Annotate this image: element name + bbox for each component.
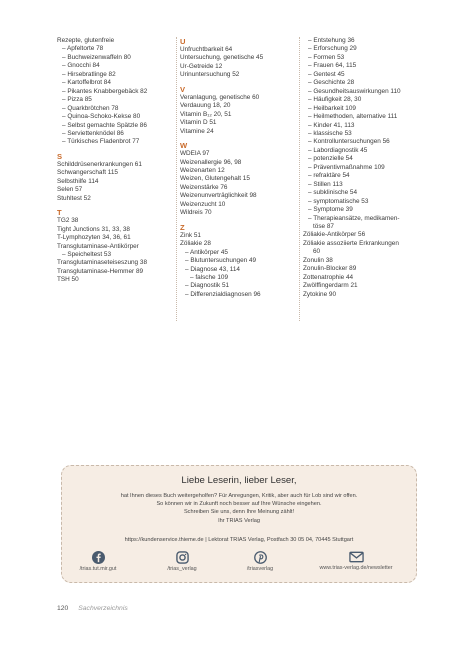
section-title: Sachverzeichnis bbox=[78, 605, 128, 612]
index-entry: Tight Junctions 31, 33, 38 bbox=[57, 225, 130, 233]
mail-icon bbox=[349, 551, 364, 563]
index-entry: – Speicheltest 53 bbox=[62, 250, 112, 258]
social-label: www.trias-verlag.de/newsletter bbox=[319, 565, 393, 571]
index-entry: – Häufigkeit 28, 30 bbox=[308, 96, 362, 104]
index-entry: T-Lymphozyten 34, 36, 61 bbox=[57, 234, 131, 242]
reader-box-text bbox=[62, 492, 416, 525]
social-label: /trias_verlag bbox=[167, 566, 197, 572]
index-entry: Vitamine 24 bbox=[180, 127, 214, 135]
reader-box-signature: Ihr TRIAS Verlag bbox=[218, 517, 260, 524]
column-divider bbox=[176, 37, 177, 321]
index-entry: Zöliakie 28 bbox=[180, 240, 211, 248]
index-entry: – Apfeltorte 78 bbox=[62, 45, 104, 53]
index-entry: – Hirsebratlinge 82 bbox=[62, 70, 116, 78]
reader-box-contact: https://kundenservice.thieme.de | Lektorat TRIAS Verlag, Postfach 30 05 04, 70445 Stuttgart bbox=[124, 537, 354, 543]
index-entry: – symptomatische 53 bbox=[308, 197, 369, 205]
index-entry: Zonulin-Blocker 89 bbox=[303, 265, 357, 273]
index-entry: TG2 38 bbox=[57, 217, 79, 225]
index-entry: Weizen, Glutengehalt 15 bbox=[180, 175, 250, 183]
index-entry: – falsche 109 bbox=[190, 273, 229, 281]
index-entry: – Heilmethoden, alternative 111 bbox=[308, 113, 398, 121]
reader-box-line: hat Ihnen dieses Buch weitergeholfen? Für Anregungen, Kritik, aber auch für Lob sind wir offen. bbox=[120, 493, 358, 499]
index-entry: Unfruchtbarkeit 64 bbox=[180, 46, 233, 53]
index-entry: – Kartoffelbrot 84 bbox=[62, 79, 111, 87]
index-entry: – Blutuntersuchungen 49 bbox=[185, 257, 257, 265]
social-instagram[interactable] bbox=[142, 551, 222, 572]
index-entry: Zöliakie-Antikörper 56 bbox=[303, 231, 366, 239]
index-entry: – Therapieansätze, medikamen- bbox=[308, 214, 400, 222]
index-letter-heading: U bbox=[180, 37, 186, 46]
index-entry: – Buchweizenwaffeln 80 bbox=[62, 53, 131, 61]
reader-box-line: So können wir in Zukunft noch besser auf Ihre Wünsche eingehen. bbox=[156, 501, 322, 508]
index-entry: – Quarkbrötchen 78 bbox=[62, 104, 119, 112]
index-entry: – Frauen 64, 115 bbox=[308, 62, 357, 70]
index-entry: – Differenzialdiagnosen 96 bbox=[185, 290, 261, 298]
index-entry: Weizenstärke 76 bbox=[180, 183, 228, 191]
index-entry: – Geschichte 28 bbox=[308, 79, 355, 87]
index-entry: Stuhltest 52 bbox=[57, 194, 91, 202]
index-entry: – Erforschung 29 bbox=[308, 45, 357, 53]
index-entry: – Kontrolluntersuchungen 56 bbox=[308, 138, 390, 146]
index-entry: WDEIA 97 bbox=[180, 150, 210, 158]
index-entry: – Gnocchi 84 bbox=[62, 62, 100, 70]
index-entry: – refraktäre 54 bbox=[308, 172, 350, 180]
index-entry: Zytokine 90 bbox=[303, 290, 337, 298]
index-entry: – Antikörper 45 bbox=[185, 248, 228, 256]
reader-box-line: Schreiben Sie uns, denn Ihre Meinung zählt! bbox=[183, 509, 295, 516]
index-entry: Schilddrüsenerkrankungen 61 bbox=[57, 160, 142, 168]
page-number: 120 bbox=[57, 605, 69, 612]
index-entry: – Diagnose 43, 114 bbox=[185, 265, 240, 273]
index-letter-heading: Z bbox=[180, 222, 185, 232]
index-entry: – Entstehung 36 bbox=[308, 37, 355, 44]
index-entry: Ur-Getreide 12 bbox=[180, 62, 223, 70]
social-newsletter[interactable] bbox=[308, 551, 404, 571]
social-label: /trias.tut.mir.gut bbox=[79, 566, 117, 572]
index-entry: – Quinoa-Schoko-Kekse 80 bbox=[62, 113, 141, 121]
index-entry: – Labordiagnostik 45 bbox=[308, 146, 368, 154]
index-entry: töse 87 bbox=[313, 222, 334, 230]
social-label: /triasverlag bbox=[246, 566, 274, 572]
index-entry: Weizenallergie 96, 98 bbox=[180, 158, 242, 166]
index-column-3 bbox=[303, 37, 418, 299]
index-entry: Weizenarten 12 bbox=[180, 166, 225, 174]
index-entry: Verdauung 18, 20 bbox=[180, 102, 231, 110]
column-divider bbox=[299, 37, 300, 321]
index-entry: – Formen 53 bbox=[308, 53, 345, 61]
facebook-icon bbox=[92, 551, 105, 564]
index-entry: Weizenzucht 10 bbox=[180, 200, 226, 208]
index-entry: – Gentest 45 bbox=[308, 70, 345, 78]
social-facebook[interactable] bbox=[58, 551, 138, 572]
index-entry: Weizenunverträglichkeit 98 bbox=[180, 192, 257, 200]
index-letter-heading: V bbox=[180, 84, 186, 94]
index-entry: Rezepte, glutenfreie bbox=[57, 37, 115, 44]
index-entry: Schwangerschaft 115 bbox=[57, 169, 118, 177]
index-entry: – Gesundheitsauswirkungen 110 bbox=[308, 87, 401, 95]
index-entry: Transglutaminaseteiseszung 38 bbox=[57, 259, 147, 267]
index-entry: Wildreis 70 bbox=[180, 209, 212, 217]
index-entry: – Präventivmaßnahme 109 bbox=[308, 163, 385, 171]
index-entry: Zink 51 bbox=[180, 231, 201, 239]
index-entry: Vitamin B₁₂ 20, 51 bbox=[180, 110, 232, 118]
index-letter-heading: T bbox=[57, 208, 62, 218]
index-letter-heading: S bbox=[57, 151, 63, 161]
index-entry: Selen 57 bbox=[57, 186, 83, 194]
index-entry: Urinuntersuchung 52 bbox=[180, 71, 240, 79]
page-footer bbox=[57, 605, 128, 612]
index-entry: Zwölffingerdarm 21 bbox=[303, 282, 358, 290]
index-entry: – potenzielle 54 bbox=[308, 155, 353, 163]
reader-feedback-box bbox=[61, 465, 417, 583]
index-entry: – Kinder 41, 113 bbox=[308, 121, 355, 129]
index-entry: Transglutaminase-Antikörper bbox=[57, 242, 139, 250]
index-entry: – subklinische 54 bbox=[308, 189, 358, 197]
index-entry: Zöliakie assoziierte Erkrankungen bbox=[303, 239, 399, 247]
index-column-2 bbox=[180, 37, 298, 299]
index-entry: – klassische 53 bbox=[308, 129, 352, 137]
index-entry: – Pizza 85 bbox=[62, 96, 92, 104]
index-entry: TSH 50 bbox=[57, 276, 79, 284]
index-entry: Zonulin 38 bbox=[303, 256, 333, 264]
index-entry: Selbsthilfe 114 bbox=[57, 177, 99, 185]
pinterest-icon bbox=[254, 551, 267, 564]
index-entry: Vitamin D 51 bbox=[180, 119, 217, 127]
index-entry: – Symptome 39 bbox=[308, 206, 353, 214]
index-entry: Zottenatrophie 44 bbox=[303, 273, 354, 281]
index-entry: – Stillen 113 bbox=[308, 180, 343, 188]
index-entry: – Selbst gemachte Spätzle 86 bbox=[62, 121, 147, 129]
index-entry: – Pikantes Knabbergebäck 82 bbox=[62, 87, 148, 95]
index-entry: – Diagnostik 51 bbox=[185, 282, 230, 290]
index-entry: 60 bbox=[313, 248, 321, 256]
index-entry: – Serviettenknödel 86 bbox=[62, 129, 124, 137]
index-letter-heading: W bbox=[180, 141, 188, 151]
instagram-icon bbox=[176, 551, 189, 564]
index-entry: Veranlagung, genetische 60 bbox=[180, 93, 260, 101]
index-column-1 bbox=[57, 37, 175, 285]
index-entry: Untersuchung, genetische 45 bbox=[180, 54, 264, 62]
index-entry: Transglutaminase-Hemmer 89 bbox=[57, 267, 144, 275]
reader-box-title: Liebe Leserin, lieber Leser, bbox=[181, 475, 297, 486]
social-pinterest[interactable] bbox=[220, 551, 300, 572]
index-entry: – Türkisches Fladenbrot 77 bbox=[62, 138, 140, 146]
index-entry: – Heilbarkeit 109 bbox=[308, 104, 356, 112]
